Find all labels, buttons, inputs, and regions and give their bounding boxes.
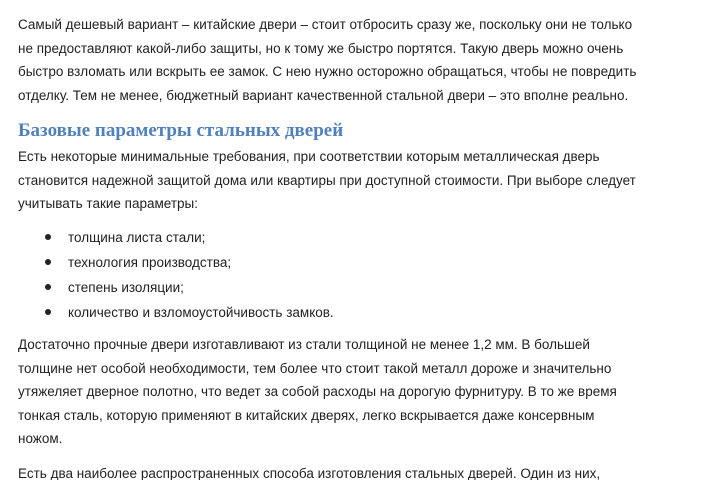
text-line: Достаточно прочные двери изготавливают из стали толщиной не менее 1,2 мм. В большей bbox=[18, 337, 590, 352]
text-line: становится надежной защитой дома или квартиры при доступной стоимости. При выборе следует bbox=[18, 172, 636, 188]
text-line: Есть некоторые минимальные требования, при соответствии которым металлическая дверь bbox=[18, 149, 600, 164]
intro-paragraph bbox=[18, 13, 708, 107]
list-item bbox=[18, 225, 708, 250]
text-line: учитывать такие параметры: bbox=[18, 196, 198, 211]
list-item bbox=[18, 250, 708, 275]
text-line: не предоставляют какой-либо защиты, но к тому же быстро портятся. Такую дверь можно очень bbox=[18, 40, 624, 56]
thickness-paragraph bbox=[18, 333, 708, 451]
text-line: Есть два наиболее распространенных способа изготовления стальных дверей. Один из них, bbox=[18, 466, 601, 480]
bullet-icon bbox=[45, 234, 51, 240]
bullet-icon bbox=[45, 284, 51, 290]
section-heading: Базовые параметры стальных дверей bbox=[18, 120, 344, 141]
list-item-text: степень изоляции; bbox=[68, 280, 184, 295]
text-line: ножом. bbox=[18, 431, 63, 446]
requirements-paragraph bbox=[18, 145, 708, 216]
bullet-icon bbox=[45, 309, 51, 315]
bullet-icon bbox=[45, 259, 51, 265]
list-item bbox=[18, 275, 708, 300]
list-item-text: технология производства; bbox=[68, 255, 232, 270]
text-line: толщине нет особой необходимости, тем более что стоит такой металл дороже и значительно bbox=[18, 360, 612, 376]
methods-paragraph bbox=[18, 462, 708, 480]
text-line: быстро взломать или вскрыть ее замок. С нею нужно осторожно обращаться, чтобы не повредить bbox=[18, 64, 637, 79]
text-line: тонкая сталь, которую применяют в китайских дверях, легко вскрывается даже консервным bbox=[18, 407, 595, 423]
list-item bbox=[18, 300, 708, 325]
text-line: Самый дешевый вариант – китайские двери – стоит отбросить сразу же, поскольку они не только bbox=[18, 17, 633, 32]
list-item-text: толщина листа стали; bbox=[68, 230, 206, 245]
text-line: отделку. Тем не менее, бюджетный вариант качественной стальной двери – это вполне реально. bbox=[18, 87, 629, 103]
parameters-list bbox=[18, 225, 708, 325]
list-item-text: количество и взломоустойчивость замков. bbox=[68, 305, 334, 320]
text-line: утяжеляет дверное полотно, что ведет за собой расходы на дорогую фурнитуру. В то же время bbox=[18, 384, 617, 399]
